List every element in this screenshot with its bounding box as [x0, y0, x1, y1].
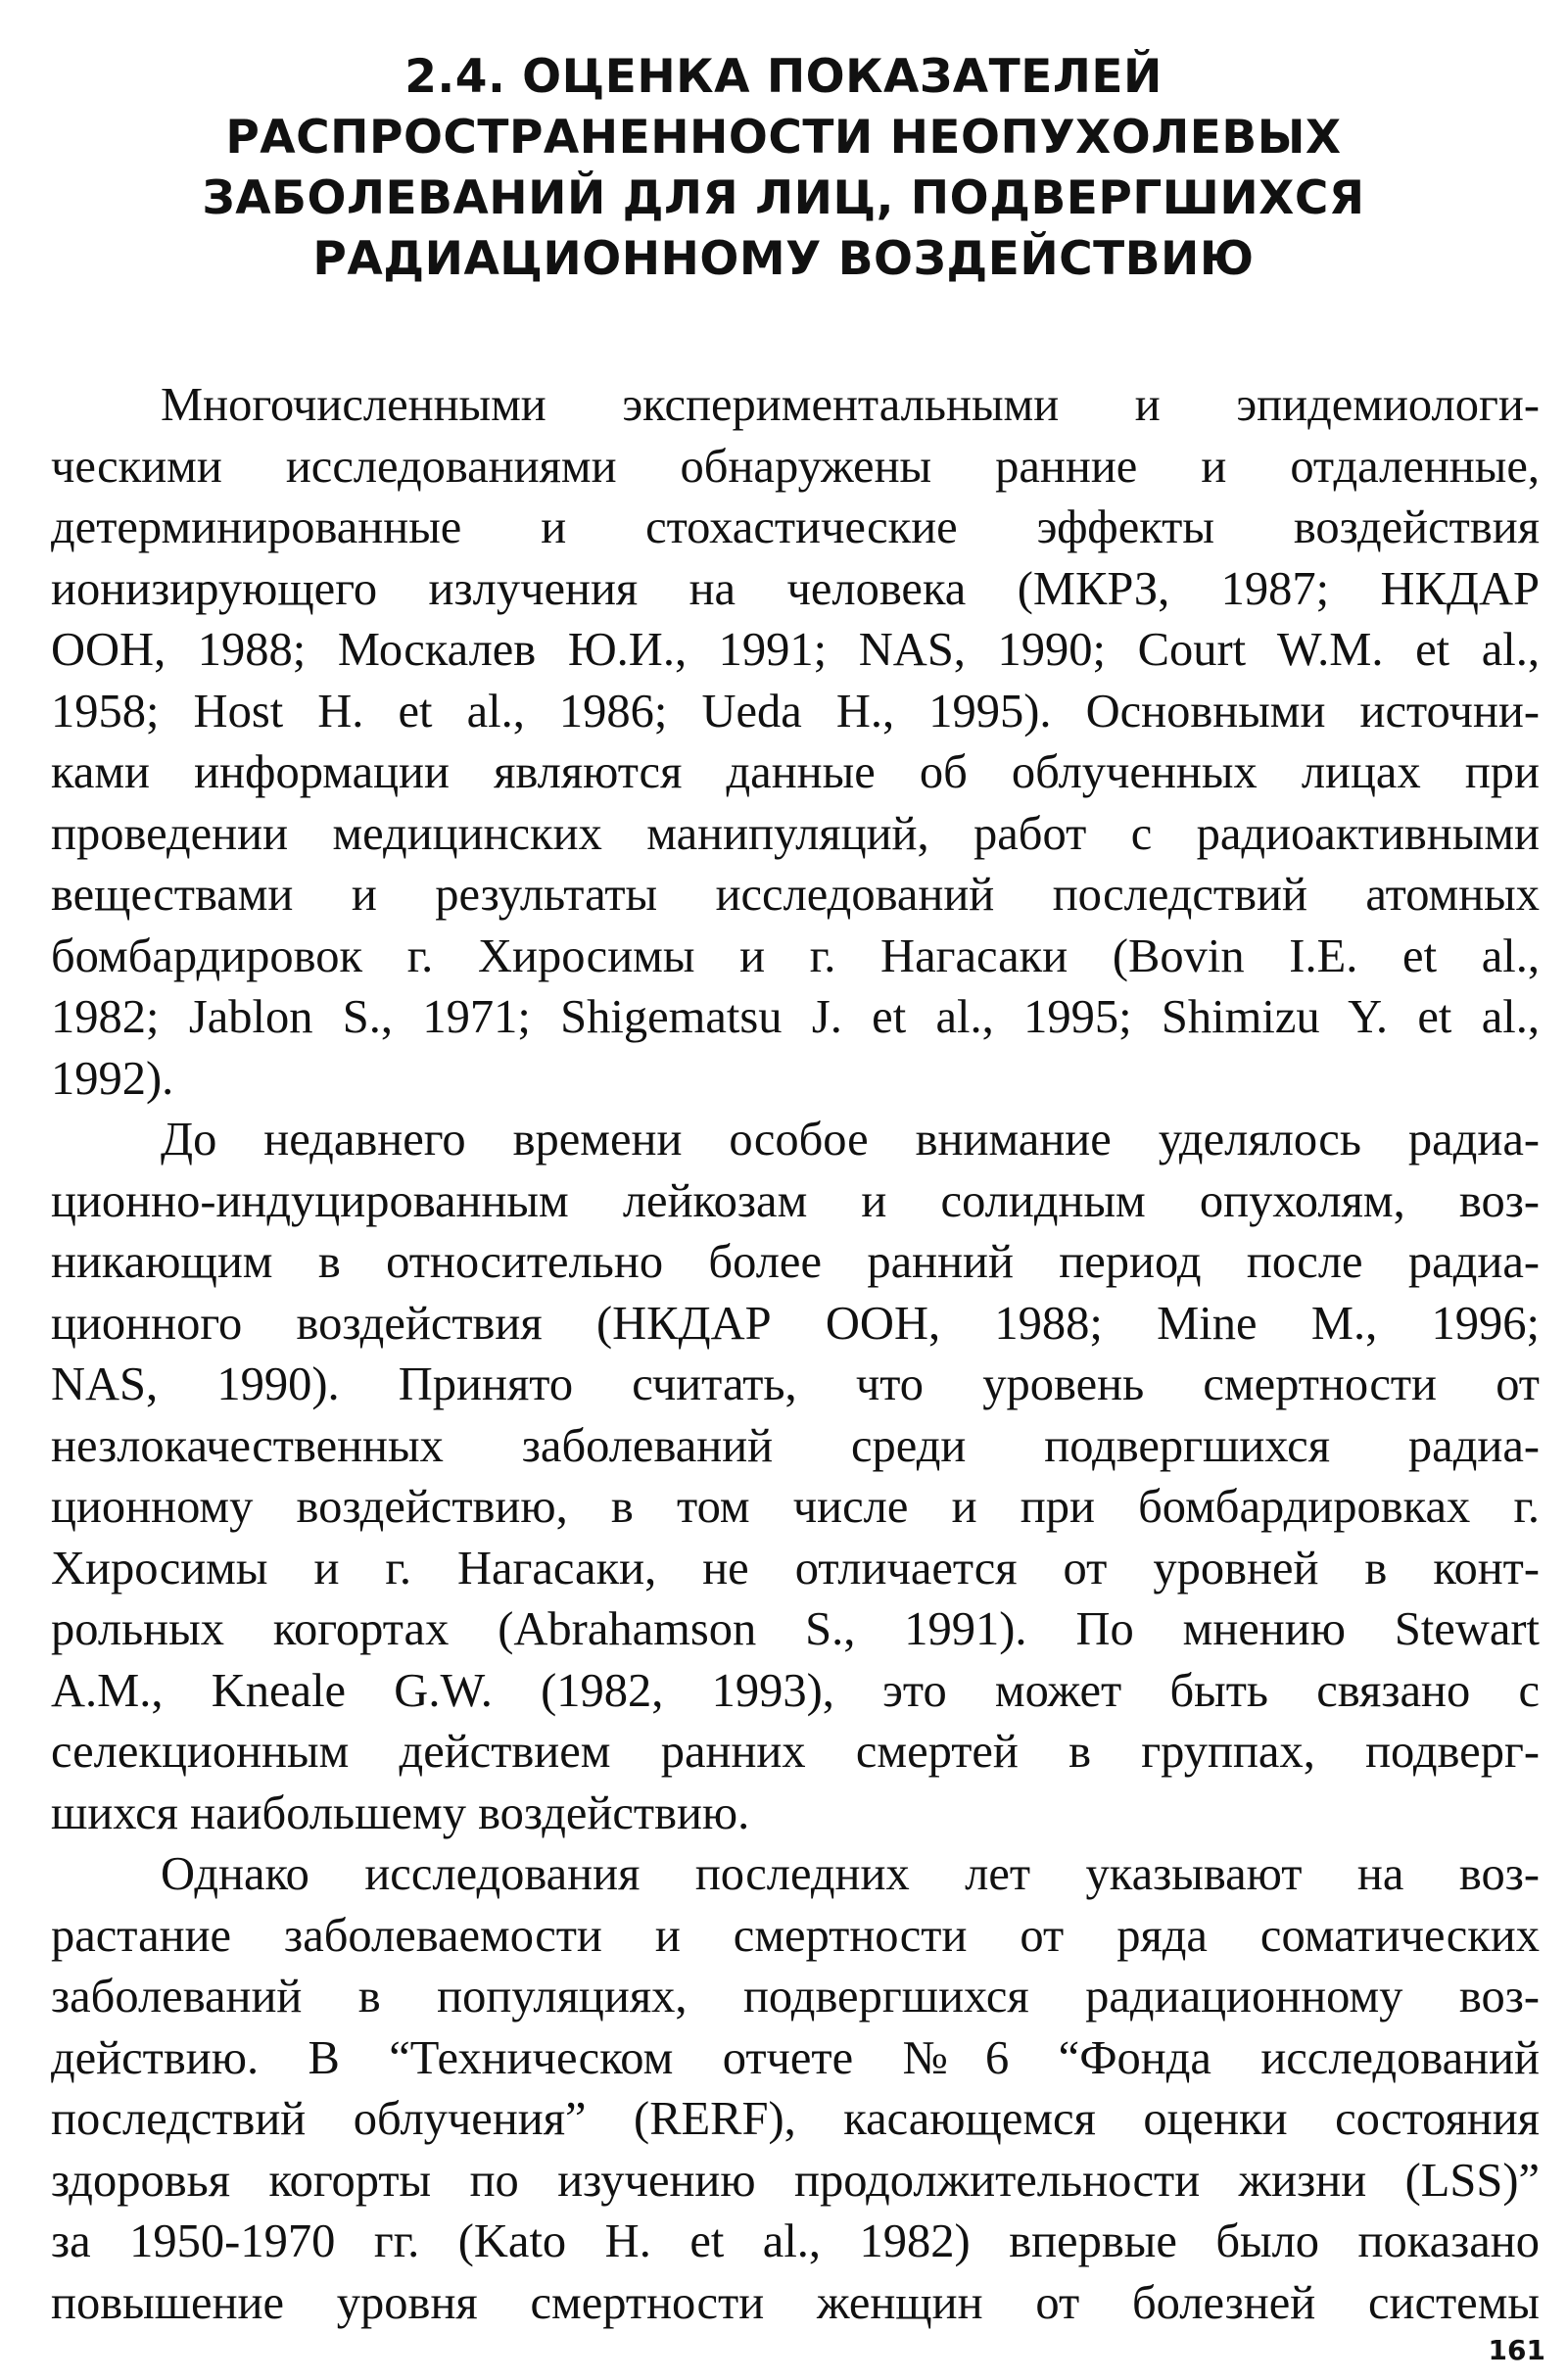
text-line: 1958; Host H. et al., 1986; Ueda H., 1995). Основными источни- [51, 685, 1540, 738]
text-line: веществами и результаты исследований последствий атомных [51, 869, 1540, 921]
text-line: селекционным действием ранних смертей в группах, подверг- [51, 1726, 1540, 1778]
text-line: ционному воздействию, в том числе и при бомбардировках г. [51, 1481, 1540, 1533]
text-line: здоровья когорты по изучению продолжительности жизни (LSS)” [51, 2154, 1540, 2207]
body-text [51, 375, 1540, 2334]
text-line: Многочисленными экспериментальными и эпидемиологи- [161, 379, 1540, 431]
text-line: за 1950-1970 гг. (Kato H. et al., 1982) впервые было показано [51, 2215, 1540, 2267]
text-line: ками информации являются данные об облученных лицах при [51, 746, 1540, 798]
text-line: ционно-индуцированным лейкозам и солидным опухолям, воз- [51, 1174, 1540, 1227]
text-line: NAS, 1990). Принято считать, что уровень смертности от [51, 1358, 1540, 1410]
text-line: бомбардировок г. Хиросимы и г. Нагасаки (Bovin I.E. et al., [51, 929, 1540, 982]
text-line: последствий облучения” (RERF), касающемся оценки состояния [51, 2093, 1540, 2145]
text-line: незлокачественных заболеваний среди подвергшихся радиа- [51, 1419, 1540, 1472]
text-line: рольных когортах (Abrahamson S., 1991). По мнению Stewart [51, 1603, 1540, 1655]
text-line: A.M., Kneale G.W. (1982, 1993), это может быть связано с [51, 1664, 1540, 1717]
heading-line: 2.4. ОЦЕНКА ПОКАЗАТЕЛЕЙ [404, 50, 1163, 104]
text-line: Хиросимы и г. Нагасаки, не отличается от уровней в конт- [51, 1542, 1540, 1595]
text-line: заболеваний в популяциях, подвергшихся радиационному воз- [51, 1971, 1540, 2023]
text-line: никающим в относительно более ранний период после радиа- [51, 1236, 1540, 1288]
text-line: ионизирующего излучения на человека (МКРЗ, 1987; НКДАР [51, 562, 1540, 615]
heading-line: ЗАБОЛЕВАНИЙ ДЛЯ ЛИЦ, ПОДВЕРГШИХСЯ [202, 171, 1365, 225]
text-line: Однако исследования последних лет указывают на воз- [161, 1848, 1540, 1900]
text-line: До недавнего времени особое внимание уделялось радиа- [161, 1114, 1540, 1166]
text-line: действию. В “Техническом отчете №6 “Фонда исследований [51, 2031, 1540, 2084]
text-line: шихся наибольшему воздействию. [51, 1786, 750, 1839]
text-line: ческими исследованиями обнаружены ранние и отдаленные, [51, 440, 1540, 493]
heading-line: РАСПРОСТРАНЕННОСТИ НЕОПУХОЛЕВЫХ [225, 111, 1342, 165]
text-line: растание заболеваемости и смертности от ряда соматических [51, 1909, 1540, 1962]
section-heading [118, 47, 1449, 290]
text-line: ционного воздействия (НКДАР ООН, 1988; Mine M., 1996; [51, 1297, 1540, 1350]
paragraph-3 [51, 1844, 1540, 2334]
text-line: 1992). [51, 1052, 174, 1105]
text-line: повышение уровня смертности женщин от болезней системы [51, 2276, 1540, 2329]
heading-line: РАДИАЦИОННОМУ ВОЗДЕЙСТВИЮ [312, 232, 1255, 286]
paragraph-2 [51, 1110, 1540, 1844]
text-line: проведении медицинских манипуляций, работ с радиоактивными [51, 807, 1540, 860]
text-line: 1982; Jablon S., 1971; Shigematsu J. et al., 1995; Shimizu Y. et al., [51, 991, 1540, 1043]
page-number: 161 [1488, 2334, 1545, 2366]
paragraph-1 [51, 375, 1540, 1110]
text-line: ООН, 1988; Москалев Ю.И., 1991; NAS, 1990; Court W.M. et al., [51, 624, 1540, 676]
text-line: детерминированные и стохастические эффекты воздействия [51, 501, 1540, 553]
